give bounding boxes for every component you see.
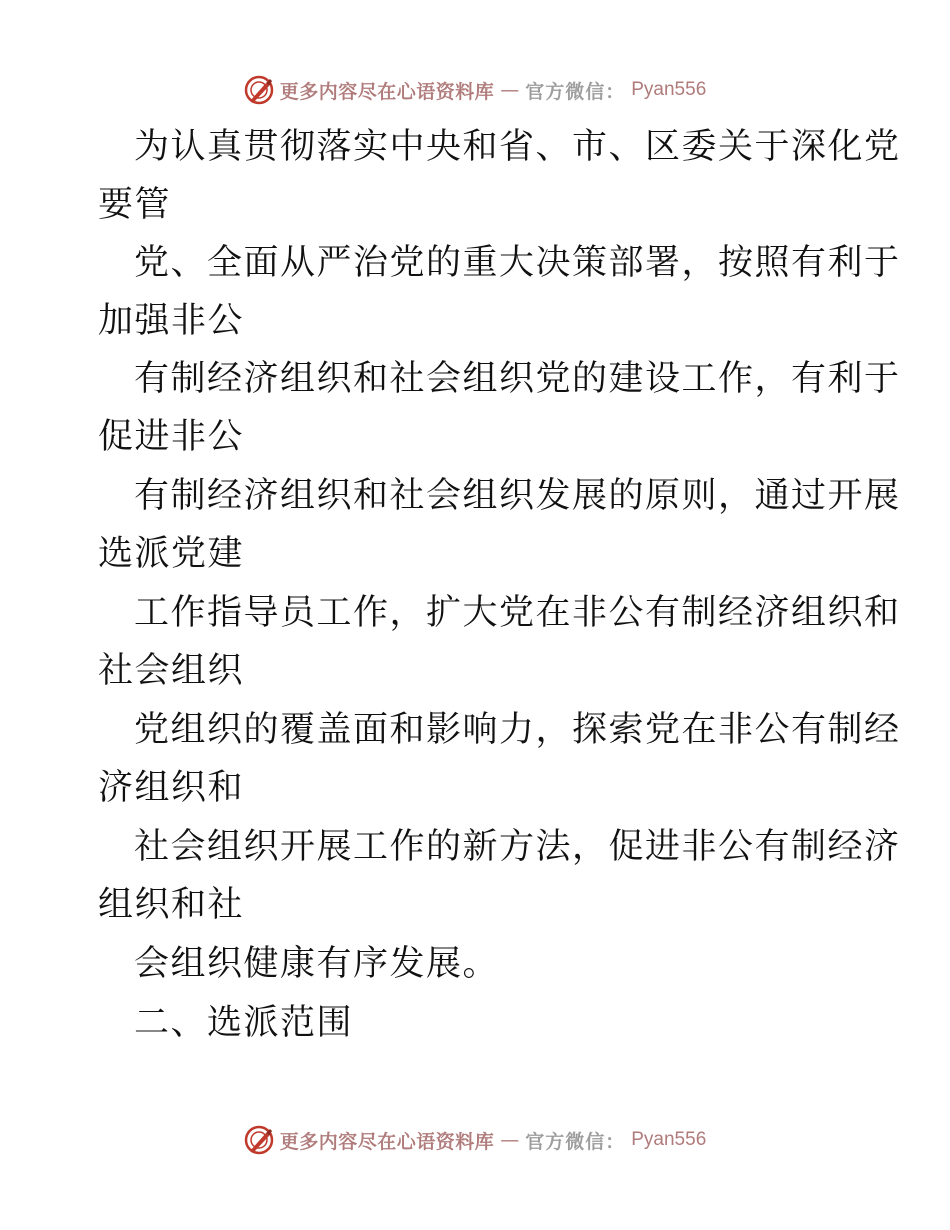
- body-line-12: 济组织和: [98, 768, 245, 808]
- body-line-1: 为认真贯彻落实中央和省、市、区委关于深化党: [134, 127, 901, 167]
- header-banner: [0, 70, 950, 110]
- body-line-8: 选派党建: [98, 534, 245, 574]
- body-line-5: 有制经济组织和社会组织党的建设工作，有利于: [134, 359, 901, 399]
- footer-banner: [0, 1120, 950, 1160]
- pen-logo-icon: [244, 1125, 274, 1155]
- body-line-2: 要管: [98, 185, 172, 225]
- header-wechat-label: 官方微信：: [525, 80, 626, 103]
- body-line-3: 党、全面从严治党的重大决策部署，按照有利于: [134, 243, 901, 283]
- section-heading: 二、选派范围: [134, 1003, 354, 1043]
- header-promo-text: 更多内容尽在心语资料库: [279, 80, 495, 103]
- pen-logo-icon: [244, 75, 274, 105]
- header-wechat-id: Pyan556: [631, 79, 707, 100]
- body-line-13: 社会组织开展工作的新方法，促进非公有制经济: [134, 827, 901, 867]
- header-dash: —: [500, 79, 520, 101]
- footer-wechat-label: 官方微信：: [525, 1130, 626, 1153]
- body-line-9: 工作指导员工作，扩大党在非公有制经济组织和: [134, 593, 901, 633]
- body-line-4: 加强非公: [98, 301, 245, 341]
- body-line-14: 组织和社: [98, 885, 245, 925]
- header-banner-content: [244, 75, 707, 105]
- body-line-10: 社会组织: [98, 651, 245, 691]
- footer-dash: —: [500, 1129, 520, 1151]
- body-line-15: 会组织健康有序发展。: [134, 944, 500, 984]
- footer-promo-text: 更多内容尽在心语资料库: [279, 1130, 495, 1153]
- body-line-6: 促进非公: [98, 417, 245, 457]
- body-line-7: 有制经济组织和社会组织发展的原则，通过开展: [134, 476, 901, 516]
- footer-wechat-id: Pyan556: [631, 1129, 707, 1150]
- footer-banner-content: [244, 1125, 707, 1155]
- body-line-11: 党组织的覆盖面和影响力，探索党在非公有制经: [134, 710, 901, 750]
